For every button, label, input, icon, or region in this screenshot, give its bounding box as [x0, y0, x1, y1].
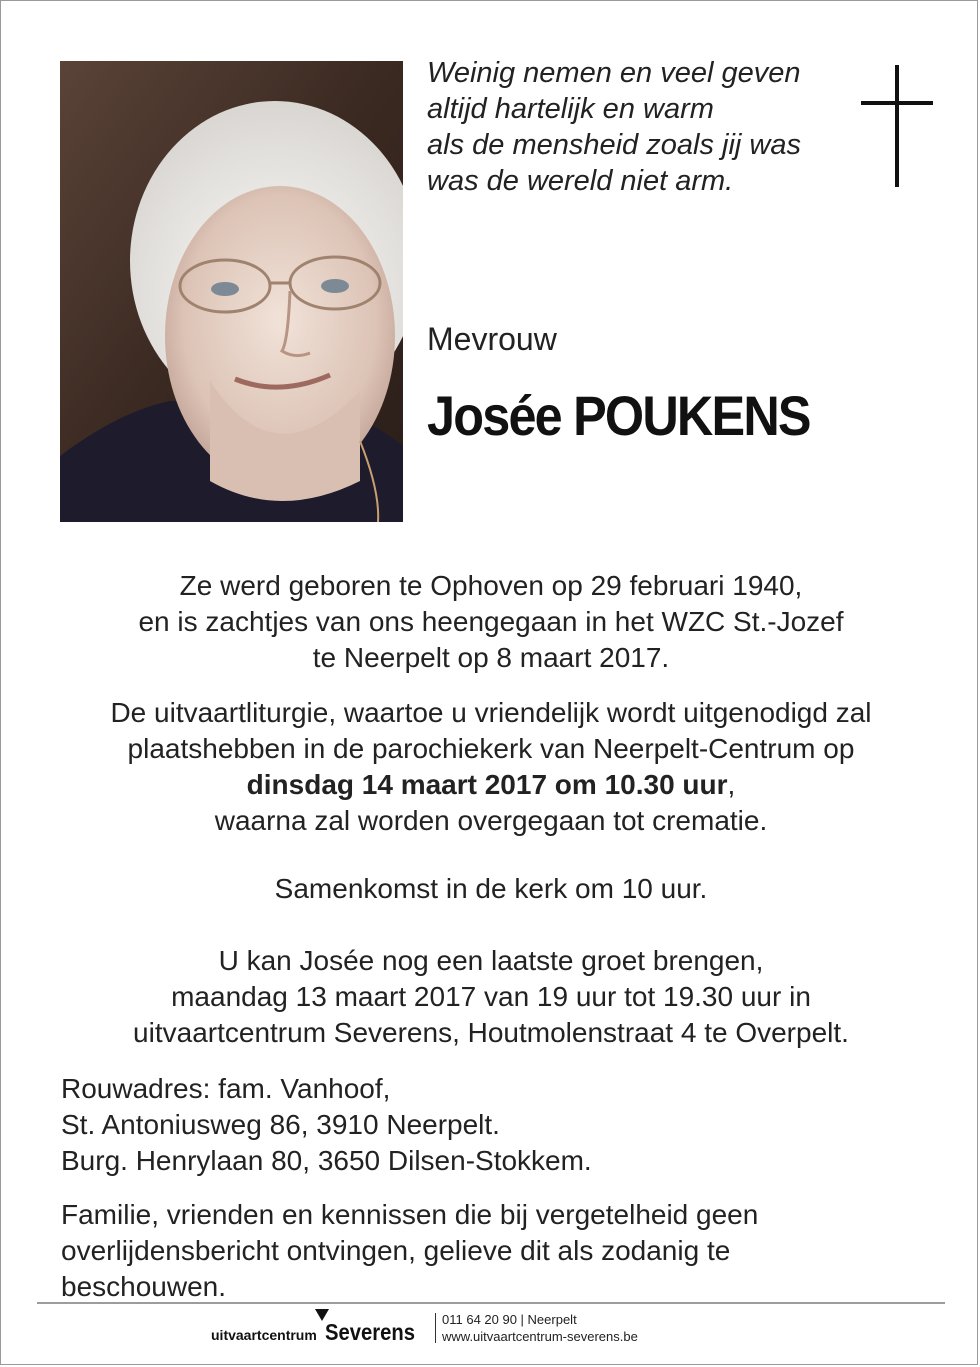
info-line: maandag 13 maart 2017 van 19 uur tot 19.30 uur in	[171, 981, 811, 1012]
poem-line: Weinig nemen en veel geven	[427, 57, 801, 89]
info-line: De uitvaartliturgie, waartoe u vriendelijk wordt uitgenodigd zal	[110, 697, 872, 728]
honorific: Mevrouw	[427, 321, 557, 357]
footer-separator	[435, 1313, 436, 1343]
logo-name: Severens	[325, 1319, 416, 1345]
funeral-info	[41, 695, 941, 839]
notice-line: overlijdensbericht ontvingen, gelieve dit als zodanig te	[61, 1235, 731, 1266]
address-line: Rouwadres: fam. Vanhoof,	[61, 1073, 391, 1104]
deceased-name: Josée POUKENS	[427, 384, 810, 447]
footer-divider	[37, 1302, 945, 1304]
info-line: waarna zal worden overgegaan tot crematie.	[214, 805, 768, 836]
footer-phone: 011 64 20 90 | Neerpelt	[442, 1312, 577, 1327]
info-line: Samenkomst in de kerk om 10 uur.	[274, 873, 708, 904]
farewell-info	[41, 943, 941, 1051]
mourning-address	[61, 1071, 921, 1179]
footer-website[interactable]: www.uitvaartcentrum-severens.be	[442, 1329, 638, 1344]
portrait-photo	[60, 61, 403, 522]
portrait-image	[60, 61, 403, 522]
info-line: uitvaartcentrum Severens, Houtmolenstraat 4 te Overpelt.	[133, 1017, 849, 1048]
birth-death-info	[41, 568, 941, 676]
notice-text	[61, 1197, 921, 1305]
gathering-info	[41, 871, 941, 907]
notice-line: Familie, vrienden en kennissen die bij vergetelheid geen	[61, 1199, 759, 1230]
info-line: plaatshebben in de parochiekerk van Neerpelt-Centrum op	[127, 733, 855, 764]
memorial-poem	[427, 55, 847, 199]
footer-contact	[442, 1311, 638, 1345]
poem-line: altijd hartelijk en warm	[427, 93, 714, 125]
info-line: te Neerpelt op 8 maart 2017.	[312, 642, 670, 673]
poem-line: als de mensheid zoals jij was	[427, 129, 801, 161]
notice-line: beschouwen.	[61, 1271, 227, 1302]
address-line: St. Antoniusweg 86, 3910 Neerpelt.	[61, 1109, 500, 1140]
info-line: en is zachtjes van ons heengegaan in het WZC St.-Jozef	[138, 606, 844, 637]
funeral-date-line	[41, 767, 941, 803]
info-line: Ze werd geboren te Ophoven op 29 februari 1940,	[179, 570, 803, 601]
info-line: U kan Josée nog een laatste groet brengen,	[218, 945, 764, 976]
logo-subtitle: uitvaartcentrum	[211, 1327, 317, 1343]
funeral-home-logo	[211, 1309, 441, 1359]
cross-icon	[861, 65, 933, 187]
poem-line: was de wereld niet arm.	[427, 165, 734, 197]
funeral-date: dinsdag 14 maart 2017 om 10.30 uur	[246, 769, 728, 800]
address-line: Burg. Henrylaan 80, 3650 Dilsen-Stokkem.	[61, 1145, 592, 1176]
funeral-date-suffix: ,	[727, 769, 736, 800]
